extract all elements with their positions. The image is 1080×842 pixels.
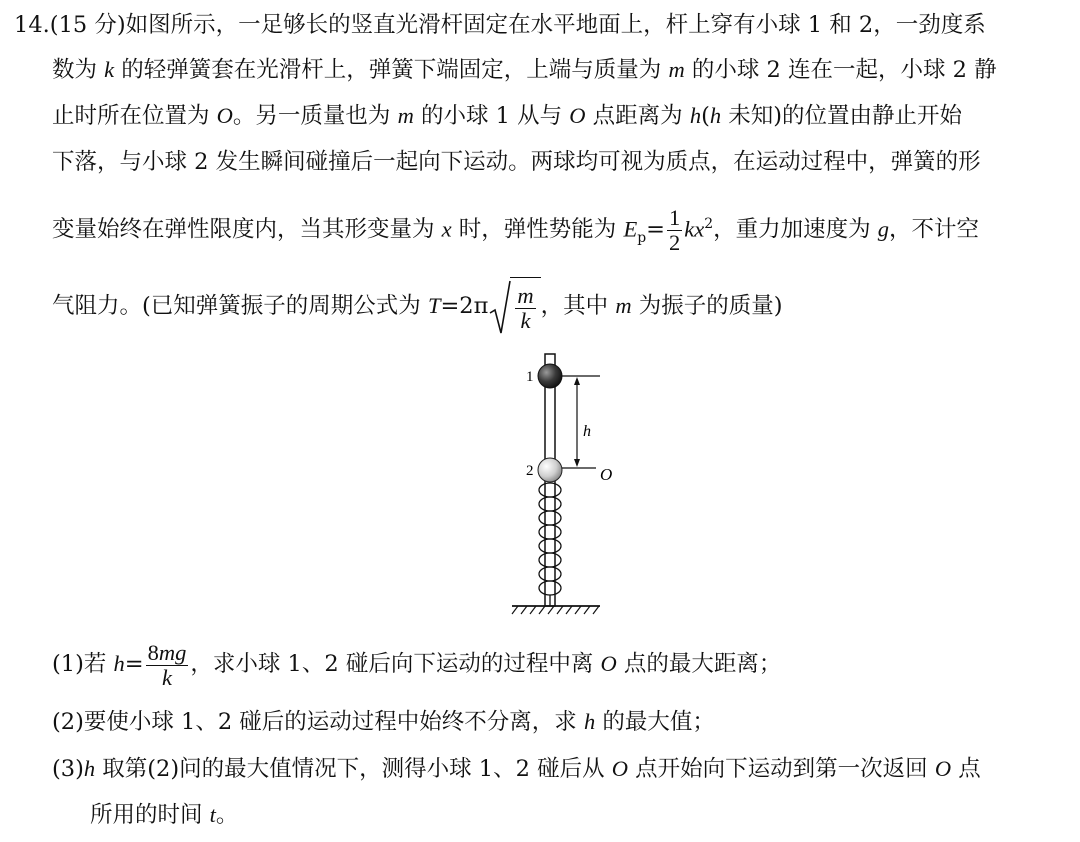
ball-2 — [538, 458, 562, 482]
question-1: (1)若 h= $\frac{8mg}{k}$ ，求小球 1、2 碰后向下运动的过程中离 O 点的最大距离； — [52, 639, 782, 690]
problem-score: (15 分) — [49, 12, 126, 38]
spring-rod-figure — [500, 350, 640, 620]
ground-hatch — [512, 606, 599, 614]
problem-number: 14. — [14, 12, 50, 38]
stem-line-6: 气阻力。(已知弹簧振子的周期公式为 T=2π $\frac{m}{k}$ ，其中 m 为振子的质量) — [52, 276, 783, 338]
stem-line-3: 止时所在位置为 O。另一质量也为 m 的小球 1 从与 O 点距离为 h(h 未知)的位置由静止开始 — [52, 103, 963, 129]
h-fraction: $\frac{8mg}{k}$ — [147, 639, 187, 690]
o-label: O — [600, 465, 613, 484]
ball-1-label: 1 — [526, 369, 534, 385]
stem-line-5: 变量始终在弹性限度内，当其形变量为 x 时，弹性势能为 $E_p=$ $\frac{1}{2}$ $kx^2$，重力加速度为 g，不计空 — [52, 205, 980, 255]
stem-line-1 — [14, 10, 986, 40]
stem-text-1a: 如图所示，一足够长的竖直光滑杆固定在水平地面上，杆上穿有小球 1 和 2，一劲度系 — [125, 12, 986, 38]
stem-line-2: 数为 k 的轻弹簧套在光滑杆上，弹簧下端固定，上端与质量为 m 的小球 2 连在一起，小球 2 静 — [52, 57, 997, 83]
stem-line-4: 下落，与小球 2 发生瞬间碰撞后一起向下运动。两球均可视为质点，在运动过程中，弹簧的形 — [52, 149, 981, 175]
question-2: (2)要使小球 1、2 碰后的运动过程中始终不分离，求 h 的最大值； — [52, 709, 715, 735]
ball-1 — [538, 364, 562, 388]
sqrt-m-over-k: $\frac{m}{k}$ — [488, 277, 540, 338]
h-label: h — [583, 423, 591, 440]
question-3-cont: 所用的时间 t。 — [90, 802, 239, 828]
ball-2-label: 2 — [526, 463, 534, 479]
question-3: (3)h 取第(2)问的最大值情况下，测得小球 1、2 碰后从 O 点开始向下运动到第一次返回 O 点 — [52, 756, 981, 782]
half-fraction: $\frac{1}{2}$ — [669, 205, 681, 255]
